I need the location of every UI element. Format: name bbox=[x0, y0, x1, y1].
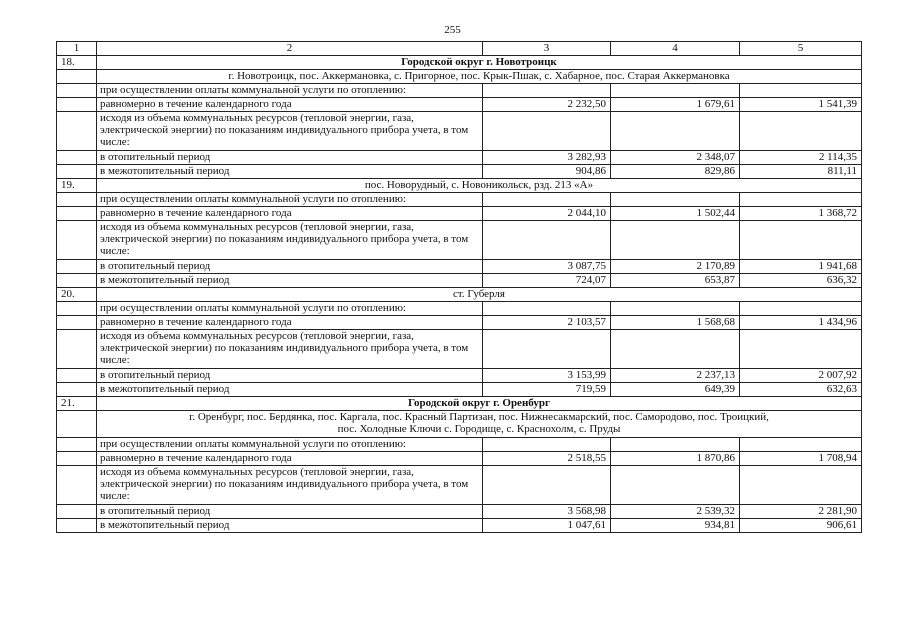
value-cell: 3 153,99 bbox=[483, 369, 611, 383]
value-cell: 906,61 bbox=[740, 519, 862, 533]
table-row bbox=[57, 466, 862, 505]
table-row bbox=[57, 452, 862, 466]
value-cell: 1 047,61 bbox=[483, 519, 611, 533]
table-row bbox=[57, 112, 862, 151]
table-row bbox=[57, 193, 862, 207]
row-label: равномерно в течение календарного года bbox=[97, 98, 483, 112]
table-row bbox=[57, 221, 862, 260]
table-row bbox=[57, 383, 862, 397]
row-number: 18. bbox=[57, 56, 97, 70]
row-label: при осуществлении оплаты коммунальной услуги по отоплению: bbox=[97, 302, 483, 316]
district-title: Городской округ г. Оренбург bbox=[97, 397, 862, 411]
value-cell: 724,07 bbox=[483, 274, 611, 288]
value-cell: 719,59 bbox=[483, 383, 611, 397]
value-cell: 1 368,72 bbox=[740, 207, 862, 221]
row-label: в отопительный период bbox=[97, 505, 483, 519]
value-cell: 934,81 bbox=[611, 519, 740, 533]
value-cell: 653,87 bbox=[611, 274, 740, 288]
row-label: при осуществлении оплаты коммунальной услуги по отоплению: bbox=[97, 84, 483, 98]
locality-title: пос. Новорудный, с. Новоникольск, рзд. 213 «А» bbox=[97, 179, 862, 193]
value-cell: 1 502,44 bbox=[611, 207, 740, 221]
district-title: Городской округ г. Новотроицк bbox=[97, 56, 862, 70]
value-cell: 1 870,86 bbox=[611, 452, 740, 466]
locality-line: пос. Холодные Ключи с. Городище, с. Краснохолм, с. Пруды bbox=[337, 423, 621, 435]
header-cell: 4 bbox=[611, 42, 740, 56]
value-cell: 2 232,50 bbox=[483, 98, 611, 112]
value-cell: 3 568,98 bbox=[483, 505, 611, 519]
value-cell: 904,86 bbox=[483, 165, 611, 179]
row-label: равномерно в течение календарного года bbox=[97, 316, 483, 330]
value-cell: 1 568,68 bbox=[611, 316, 740, 330]
row-number: 19. bbox=[57, 179, 97, 193]
table-row bbox=[57, 438, 862, 452]
row-label: в отопительный период bbox=[97, 260, 483, 274]
table-row bbox=[57, 151, 862, 165]
header-cell: 1 bbox=[57, 42, 97, 56]
row-label: исходя из объема коммунальных ресурсов (тепловой энергии, газа, электрической энергии) по показаниям индивидуального прибора учета, в том числе: bbox=[97, 466, 483, 505]
value-cell: 2 007,92 bbox=[740, 369, 862, 383]
header-row bbox=[57, 42, 862, 56]
row-label: в межотопительный период bbox=[97, 274, 483, 288]
row-label: равномерно в течение календарного года bbox=[97, 452, 483, 466]
row-label: в межотопительный период bbox=[97, 519, 483, 533]
value-cell: 2 237,13 bbox=[611, 369, 740, 383]
value-cell: 1 541,39 bbox=[740, 98, 862, 112]
value-cell: 811,11 bbox=[740, 165, 862, 179]
locality-title bbox=[97, 411, 862, 438]
row-label: равномерно в течение календарного года bbox=[97, 207, 483, 221]
table-row bbox=[57, 411, 862, 438]
row-number: 20. bbox=[57, 288, 97, 302]
value-cell: 649,39 bbox=[611, 383, 740, 397]
value-cell: 829,86 bbox=[611, 165, 740, 179]
table-row bbox=[57, 505, 862, 519]
table-row bbox=[57, 70, 862, 84]
value-cell: 2 518,55 bbox=[483, 452, 611, 466]
table-row bbox=[57, 260, 862, 274]
page-number: 255 bbox=[444, 24, 461, 36]
value-cell: 2 281,90 bbox=[740, 505, 862, 519]
row-label: в межотопительный период bbox=[97, 165, 483, 179]
table-row bbox=[57, 316, 862, 330]
row-label: исходя из объема коммунальных ресурсов (тепловой энергии, газа, электрической энергии) по показаниям индивидуального прибора учета, в том числе: bbox=[97, 330, 483, 369]
row-label: в отопительный период bbox=[97, 151, 483, 165]
row-label: в межотопительный период bbox=[97, 383, 483, 397]
row-label: в отопительный период bbox=[97, 369, 483, 383]
table-row bbox=[57, 288, 862, 302]
table-row bbox=[57, 98, 862, 112]
table-row bbox=[57, 84, 862, 98]
header-cell: 5 bbox=[740, 42, 862, 56]
locality-title: ст. Губерля bbox=[97, 288, 862, 302]
value-cell: 1 708,94 bbox=[740, 452, 862, 466]
value-cell: 2 539,32 bbox=[611, 505, 740, 519]
value-cell: 1 434,96 bbox=[740, 316, 862, 330]
value-cell: 2 170,89 bbox=[611, 260, 740, 274]
table-row bbox=[57, 179, 862, 193]
table-row bbox=[57, 274, 862, 288]
header-cell: 3 bbox=[483, 42, 611, 56]
table-row bbox=[57, 369, 862, 383]
value-cell: 1 941,68 bbox=[740, 260, 862, 274]
row-label: исходя из объема коммунальных ресурсов (тепловой энергии, газа, электрической энергии) по показаниям индивидуального прибора учета, в том числе: bbox=[97, 221, 483, 260]
table-row bbox=[57, 56, 862, 70]
table-row bbox=[57, 165, 862, 179]
value-cell: 2 348,07 bbox=[611, 151, 740, 165]
table-row bbox=[57, 302, 862, 316]
row-number: 21. bbox=[57, 397, 97, 411]
row-label: при осуществлении оплаты коммунальной услуги по отоплению: bbox=[97, 438, 483, 452]
tariff-table bbox=[56, 41, 862, 533]
locality-line: г. Оренбург, пос. Бердянка, пос. Каргала, пос. Красный Партизан, пос. Нижнесакмарский, пос. Самородово, пос. Троицкий, bbox=[189, 411, 769, 423]
value-cell: 1 679,61 bbox=[611, 98, 740, 112]
value-cell: 632,63 bbox=[740, 383, 862, 397]
table-row bbox=[57, 330, 862, 369]
header-cell: 2 bbox=[97, 42, 483, 56]
locality-title: г. Новотроицк, пос. Аккермановка, с. Пригорное, пос. Крык-Пшак, с. Хабарное, пос. Старая Аккермановка bbox=[97, 70, 862, 84]
value-cell: 3 087,75 bbox=[483, 260, 611, 274]
row-label: исходя из объема коммунальных ресурсов (тепловой энергии, газа, электрической энергии) по показаниям индивидуального прибора учета, в том числе: bbox=[97, 112, 483, 151]
value-cell: 2 114,35 bbox=[740, 151, 862, 165]
value-cell: 2 103,57 bbox=[483, 316, 611, 330]
value-cell: 3 282,93 bbox=[483, 151, 611, 165]
table-row bbox=[57, 519, 862, 533]
row-label: при осуществлении оплаты коммунальной услуги по отоплению: bbox=[97, 193, 483, 207]
value-cell: 2 044,10 bbox=[483, 207, 611, 221]
value-cell: 636,32 bbox=[740, 274, 862, 288]
table-row bbox=[57, 207, 862, 221]
table-row bbox=[57, 397, 862, 411]
